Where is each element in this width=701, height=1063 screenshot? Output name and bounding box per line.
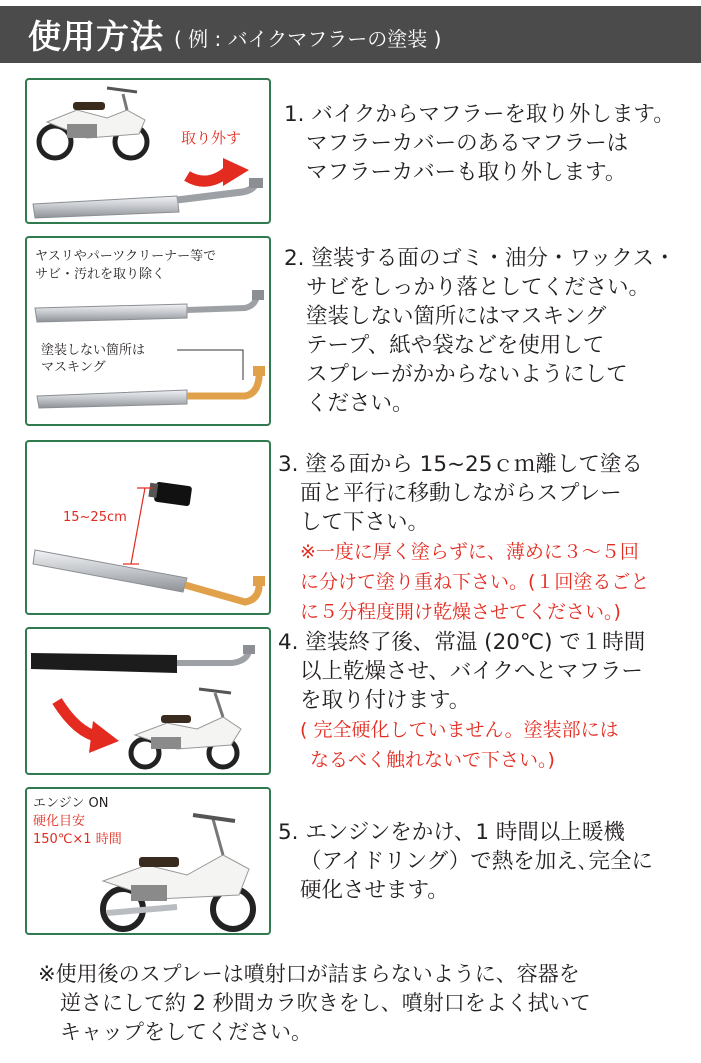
step-5-line2: （アイドリング）で熱を加え､完全に	[300, 849, 654, 874]
step-1-line2: マフラーカバーのあるマフラーは	[306, 131, 629, 156]
engine-on-label: エンジン ON	[33, 796, 109, 811]
step-2-line5: スプレーがかからないようにして	[306, 362, 628, 387]
note-line3: キャップをしてください。	[60, 1020, 312, 1044]
step-3-line1: 3. 塗る面から 15~25ｃｍ離して塗る	[278, 452, 643, 477]
note-line2: 逆さにして約 2 秒間カラ吹きをし、噴射口をよく拭いて	[60, 991, 591, 1015]
mask-caption-line2: マスキング	[41, 360, 106, 375]
step-3-line3: して下さい。	[300, 510, 430, 535]
step-2-line1: 2. 塗装する面のゴミ・油分・ワックス・	[284, 246, 676, 271]
step-2-line2: サビをしっかり落としてください。	[306, 275, 651, 300]
step-3-warning-line2: に分けて塗り重ね下さい。(１回塗るごと	[300, 571, 650, 593]
distance-label: 15~25cm	[63, 510, 127, 525]
usage-note	[38, 960, 591, 1047]
step-3-warning-line3: に５分程度開け乾燥させてください。)	[300, 601, 621, 623]
step-5-line3: 硬化させます。	[300, 878, 449, 903]
motorcycle-icon	[103, 815, 253, 929]
distance-line	[131, 488, 145, 564]
step-4-text	[278, 628, 645, 775]
page-subtitle: ( 例 : バイクマフラーの塗装 )	[174, 27, 442, 51]
step-2-line6: ください。	[306, 391, 414, 416]
note-line1: ※使用後のスプレーは噴射口が詰まらないように、容器を	[38, 962, 580, 986]
step-2-line4: テープ、紙や袋などを使用して	[306, 333, 605, 358]
step-1-text	[284, 100, 675, 187]
clean-caption-line2: サビ・汚れを取り除く	[35, 267, 166, 282]
motorcycle-icon	[131, 689, 241, 767]
step-4-line2: 以上乾燥させ、バイクへとマフラー	[300, 659, 643, 684]
step-3-warning-line1: ※一度に厚く塗らずに、薄めに３～５回	[300, 541, 639, 563]
muffler-icon	[33, 550, 265, 602]
step1-illustration	[25, 78, 271, 224]
page-header	[0, 6, 701, 63]
step-4-warning-line1: ( 完全硬化していません。塗装部には	[300, 719, 619, 741]
spray-distance-illustration	[27, 442, 271, 615]
motorcycle-icon	[39, 88, 147, 158]
step5-illustration	[25, 787, 271, 935]
remove-label: 取り外す	[181, 129, 242, 147]
step-2-line3: 塗装しない箇所にはマスキング	[306, 304, 607, 329]
step-4-line3: を取り付けます。	[300, 688, 471, 713]
step-5-text	[278, 818, 653, 905]
step3-illustration	[25, 440, 271, 615]
step-5-line1: 5. エンジンをかけ、1 時間以上暖機	[278, 820, 625, 845]
step4-illustration	[25, 627, 271, 775]
clean-caption-line1: ヤスリやパーツクリーナー等で	[35, 249, 217, 264]
spray-can-icon	[148, 482, 192, 507]
arrow-icon	[187, 172, 227, 181]
step-2-text	[284, 244, 676, 418]
step-3-line2: 面と平行に移動しながらスプレー	[300, 481, 622, 506]
step-3-text	[278, 450, 649, 627]
cure-condition-label: 150℃×1 時間	[33, 832, 122, 847]
reinstall-muffler-illustration	[27, 629, 271, 775]
painted-muffler-icon	[31, 645, 255, 673]
step-4-line1: 4. 塗装終了後、常温 (20℃) で１時間	[278, 630, 646, 655]
remove-muffler-illustration	[27, 80, 271, 224]
cure-guide-label: 硬化目安	[33, 814, 86, 829]
mask-caption-line1: 塗装しない箇所は	[41, 343, 146, 358]
step-1-line3: マフラーカバーも取り外します。	[306, 160, 627, 185]
step-4-warning-line2: なるべく触れないで下さい。)	[310, 749, 555, 771]
muffler-icon	[33, 178, 263, 218]
muffler-icon	[35, 290, 264, 322]
page-title: 使用方法	[28, 17, 164, 56]
step2-illustration	[25, 236, 271, 426]
step-1-line1: 1. バイクからマフラーを取り外します。	[284, 102, 675, 127]
